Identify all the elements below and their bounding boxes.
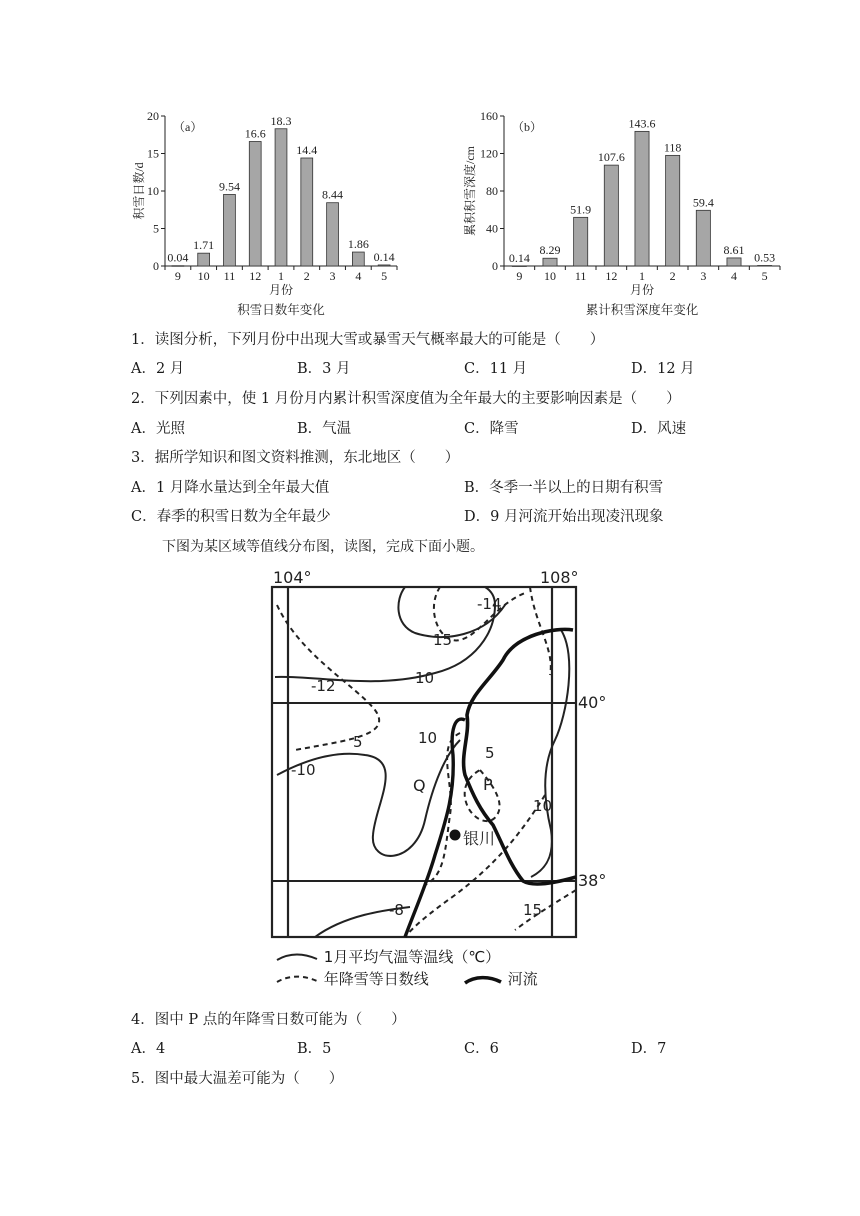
y-tick-label: 80 bbox=[486, 184, 498, 198]
question-3-option-a[interactable]: A．1 月降水量达到全年最大值 bbox=[131, 480, 330, 496]
point-p-label: P bbox=[483, 775, 493, 794]
river-south bbox=[405, 719, 465, 937]
question-2-option-d[interactable]: D．风速 bbox=[631, 421, 687, 437]
lon-label-108: 108° bbox=[540, 568, 579, 587]
bar bbox=[727, 258, 741, 266]
y-tick-label: 120 bbox=[480, 146, 498, 161]
x-tick-label: 4 bbox=[355, 269, 362, 283]
y-tick-label: 0 bbox=[492, 259, 498, 273]
snow-label-10-east: 10 bbox=[533, 797, 553, 815]
legend-river-text: 河流 bbox=[507, 970, 538, 988]
question-3-option-d[interactable]: D．9 月河流开始出现凌汛现象 bbox=[464, 509, 664, 525]
y-tick-label: 15 bbox=[147, 146, 159, 161]
snow-label-15-north: 15 bbox=[433, 631, 453, 649]
data-label: 51.9 bbox=[570, 202, 592, 217]
x-tick-label: 4 bbox=[731, 269, 737, 283]
data-label: 0.14 bbox=[373, 249, 395, 264]
question-1-option-c[interactable]: C．11 月 bbox=[464, 361, 528, 377]
question-2-option-b[interactable]: B．气温 bbox=[297, 421, 352, 437]
data-label: 59.4 bbox=[692, 195, 714, 210]
data-label: 1.71 bbox=[193, 238, 215, 253]
x-tick-label: 9 bbox=[516, 269, 523, 283]
question-4-stem: 4．图中 P 点的年降雪日数可能为（ ） bbox=[131, 1012, 406, 1028]
y-axis-label: 积雪日数/d bbox=[132, 162, 146, 220]
x-tick-label: 2 bbox=[303, 269, 310, 283]
x-axis-label: 月份 bbox=[268, 283, 294, 297]
question-1-option-b[interactable]: B．3 月 bbox=[297, 361, 351, 377]
bar bbox=[352, 252, 364, 266]
data-label: 118 bbox=[663, 140, 682, 155]
panel-label: （a） bbox=[173, 120, 203, 134]
isotherm-label-n12: -12 bbox=[311, 677, 336, 695]
legend-snow-text: 年降雪等日数线 bbox=[323, 970, 429, 988]
legend-isotherm-text: 1月平均气温等温线（℃） bbox=[323, 948, 501, 966]
question-5-stem: 5．图中最大温差可能为（ ） bbox=[131, 1071, 344, 1087]
isotherm-label-n8: -8 bbox=[389, 901, 404, 919]
bar bbox=[172, 266, 184, 267]
map-intro: 下图为某区域等值线分布图，读图，完成下面小题。 bbox=[162, 539, 484, 555]
x-tick-label: 3 bbox=[700, 269, 707, 283]
y-tick-label: 5 bbox=[153, 221, 159, 236]
data-label: 0.14 bbox=[508, 250, 530, 265]
data-label: 18.3 bbox=[270, 113, 292, 128]
data-label: 143.6 bbox=[628, 116, 656, 131]
isoline-map bbox=[255, 565, 605, 945]
bar bbox=[758, 266, 772, 267]
data-label: 16.6 bbox=[244, 126, 266, 141]
data-label: 9.54 bbox=[218, 179, 240, 194]
question-4-option-c[interactable]: C．6 bbox=[464, 1041, 499, 1057]
y-tick-label: 40 bbox=[486, 221, 498, 236]
question-4-option-a[interactable]: A．4 bbox=[131, 1041, 166, 1057]
y-tick-label: 10 bbox=[147, 184, 159, 198]
chart-b bbox=[460, 105, 800, 325]
bar bbox=[574, 217, 588, 266]
legend-solid-line-icon bbox=[275, 951, 319, 965]
question-1-option-d[interactable]: D．12 月 bbox=[631, 361, 695, 377]
question-2-stem: 2．下列因素中，使 1 月份月内累计积雪深度值为全年最大的主要影响因素是（ ） bbox=[131, 391, 681, 407]
legend-dashed-line-icon bbox=[275, 973, 319, 987]
y-tick-label: 0 bbox=[153, 259, 159, 273]
x-tick-label: 12 bbox=[605, 269, 618, 283]
chart-title: 累计积雪深度年变化 bbox=[585, 303, 699, 317]
data-label: 0.04 bbox=[167, 250, 189, 265]
bar bbox=[635, 131, 649, 266]
y-tick-label: 20 bbox=[147, 109, 159, 123]
chart-title: 积雪日数年变化 bbox=[237, 303, 325, 317]
bar bbox=[327, 203, 339, 266]
x-tick-label: 1 bbox=[278, 269, 284, 283]
bar bbox=[666, 155, 680, 266]
data-label: 107.6 bbox=[597, 150, 625, 165]
data-label: 8.29 bbox=[539, 243, 561, 258]
lat-label-38: 38° bbox=[578, 871, 605, 890]
x-tick-label: 3 bbox=[329, 269, 336, 283]
isotherm-label-n14: -14 bbox=[477, 595, 502, 613]
y-axis-label: 累积积雪深度/cm bbox=[463, 146, 477, 236]
bar bbox=[696, 210, 710, 266]
x-tick-label: 10 bbox=[197, 269, 210, 283]
yinchuan-dot bbox=[450, 830, 461, 841]
isotherm-n10 bbox=[277, 740, 460, 856]
question-3-option-b[interactable]: B．冬季一半以上的日期有积雪 bbox=[464, 480, 664, 496]
question-3-option-c[interactable]: C．春季的积雪日数为全年最少 bbox=[131, 509, 331, 525]
isotherm-label-n10: -10 bbox=[291, 761, 316, 779]
question-3-stem: 3．据所学知识和图文资料推测，东北地区（ ） bbox=[131, 450, 460, 466]
bar bbox=[604, 165, 618, 266]
snow-label-10-q: 10 bbox=[418, 729, 438, 747]
data-label: 8.44 bbox=[322, 187, 344, 202]
chart-b-svg bbox=[460, 105, 800, 325]
snow-label-5-p: 5 bbox=[485, 744, 495, 762]
x-tick-label: 5 bbox=[381, 269, 388, 283]
x-tick-label: 12 bbox=[249, 269, 262, 283]
point-q-label: Q bbox=[413, 776, 426, 795]
snow-label-5-west: 5 bbox=[353, 733, 363, 751]
x-tick-label: 10 bbox=[544, 269, 556, 283]
chart-a-svg bbox=[125, 105, 405, 325]
snow-label-15-south: 15 bbox=[523, 901, 543, 919]
bar bbox=[543, 258, 557, 266]
snow-label-10-north: 10 bbox=[415, 669, 435, 687]
question-1-option-a[interactable]: A．2 月 bbox=[131, 361, 185, 377]
bar bbox=[224, 194, 236, 266]
legend-river bbox=[463, 968, 538, 989]
data-label: 1.86 bbox=[347, 237, 369, 252]
chart-a bbox=[125, 105, 405, 325]
x-axis-label: 月份 bbox=[629, 283, 655, 297]
data-label: 14.4 bbox=[296, 143, 318, 157]
question-4-option-d[interactable]: D．7 bbox=[631, 1041, 667, 1057]
question-4-option-b[interactable]: B．5 bbox=[297, 1041, 332, 1057]
data-label: 8.61 bbox=[723, 242, 745, 257]
bar bbox=[198, 253, 210, 266]
snow-line-10-q bbox=[425, 733, 460, 885]
x-tick-label: 9 bbox=[174, 269, 181, 283]
data-label: 0.53 bbox=[754, 250, 776, 265]
bar bbox=[512, 266, 526, 267]
legend-river-icon bbox=[463, 973, 503, 987]
question-2-option-c[interactable]: C．降雪 bbox=[464, 421, 519, 437]
lat-label-40: 40° bbox=[578, 693, 605, 712]
bar bbox=[275, 129, 287, 266]
bar bbox=[301, 158, 313, 266]
panel-label: （b） bbox=[512, 120, 543, 134]
legend-snow bbox=[275, 968, 429, 989]
legend-isotherm bbox=[275, 946, 500, 967]
x-tick-label: 11 bbox=[574, 269, 587, 283]
city-yinchuan-label: 银川 bbox=[463, 829, 496, 848]
x-tick-label: 1 bbox=[639, 269, 645, 283]
bar bbox=[378, 265, 390, 266]
question-1-stem: 1．读图分析，下列月份中出现大雪或暴雪天气概率最大的可能是（ ） bbox=[131, 332, 605, 348]
x-tick-label: 2 bbox=[669, 269, 676, 283]
y-tick-label: 160 bbox=[480, 109, 498, 123]
question-2-option-a[interactable]: A．光照 bbox=[131, 421, 185, 437]
x-tick-label: 5 bbox=[761, 269, 768, 283]
lon-label-104: 104° bbox=[273, 568, 312, 587]
x-tick-label: 11 bbox=[223, 269, 236, 283]
isoline-map-svg bbox=[255, 565, 605, 945]
bar bbox=[249, 142, 261, 267]
